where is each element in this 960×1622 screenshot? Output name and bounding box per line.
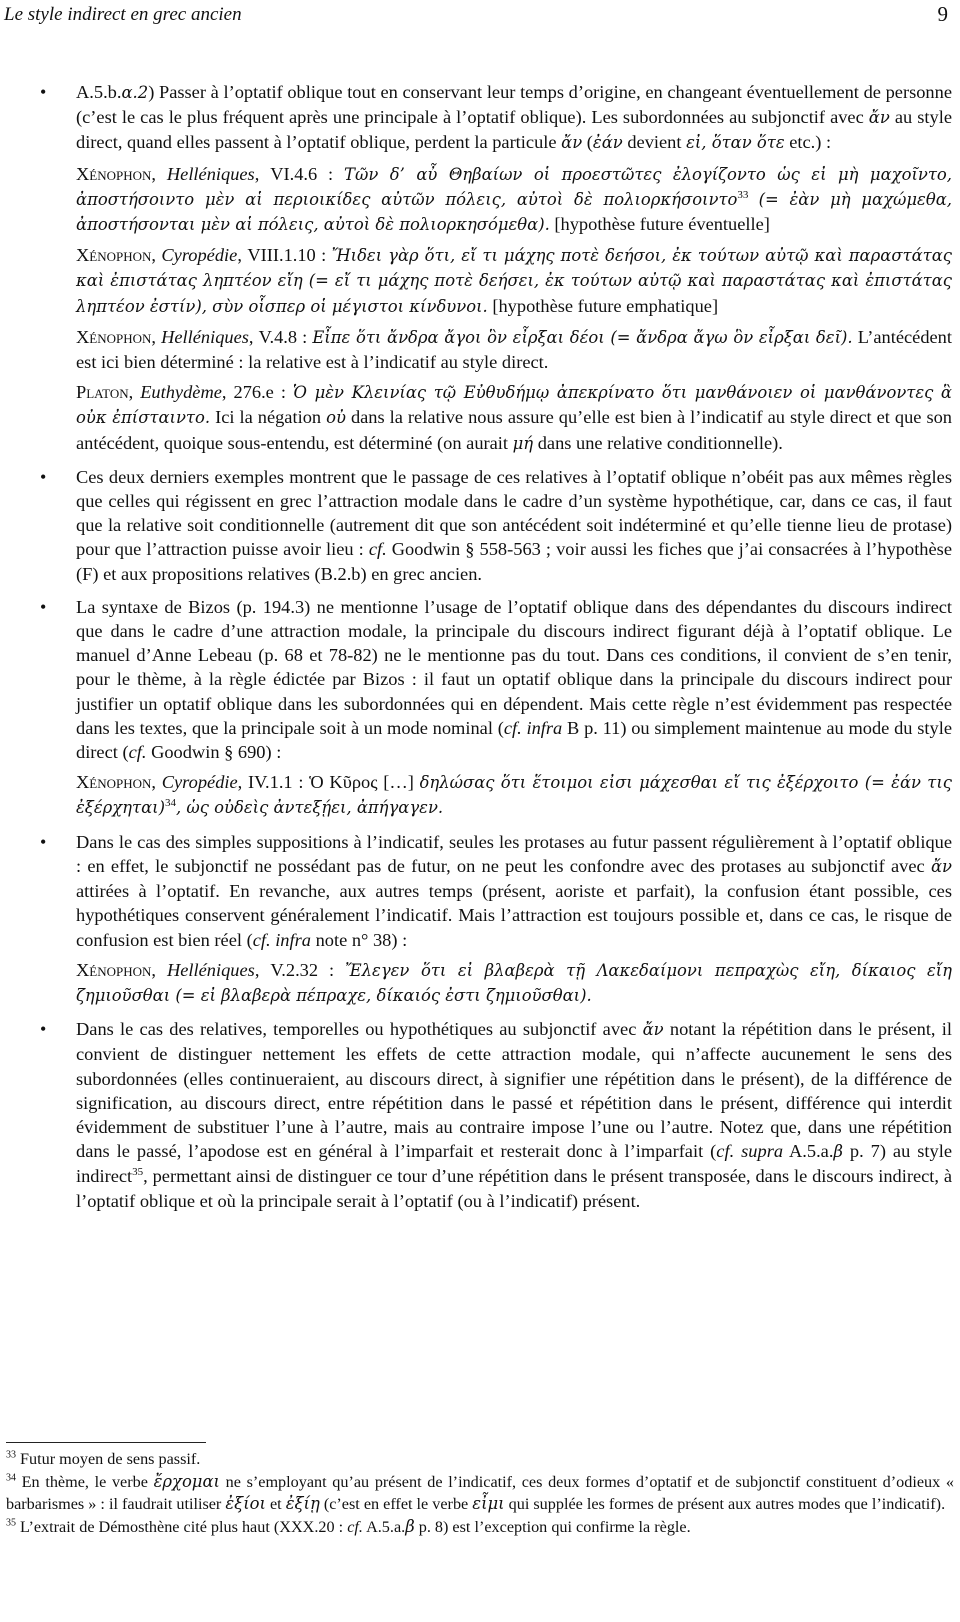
citation-author: Xénophon (76, 245, 152, 266)
greek-quote: Ἤιδει γὰρ ὅτι, εἴ τι μάχης ποτὲ δεήσοι, ἐκ τούτων αὐτῷ καὶ παραστάτας καὶ ἐπιστάτας ληπτέον εἴη (= εἴ τι μάχης ποτὲ δεήσει, ἐκ τούτων αὐτῷ καὶ παραστάτας καὶ ἐπιστάτας ληπτέον ἐστίν), σὺν οἷσπερ οἱ μέγιστοι κίνδυνοι. (76, 246, 952, 316)
text: au style direct, quand elles passent à l’optatif oblique, perdent la particule (76, 107, 952, 153)
supra-abbrev: supra (741, 1141, 784, 1162)
greek-term: β (833, 1142, 843, 1162)
greek-quote: Τῶν δ’ αὖ Θηβαίων οἱ προεστῶτες ἐλογίζοντο ὡς εἰ μὴ μαχοῖντο, ἀποστήσοιντο μὲν αἱ περιοικίδες αὐτῶν πόλεις, αὐτοὶ δὲ πολιορκήσοιντο (76, 164, 952, 209)
greek-term: ἄν (561, 133, 583, 153)
citation-ref: V.2.32 : (270, 959, 335, 980)
citation-work: Cyropédie (161, 245, 238, 266)
greek-term: εἶμι (472, 1494, 505, 1513)
cf-abbrev: cf. (347, 1517, 363, 1536)
footnote-text: ne s’employant qu’au présent de l’indicatif, ces deux formes d’optatif et de subjonctif constituent d’odieux « barbarismes » : il faudrait utiliser (6, 1472, 954, 1513)
bullet-icon: • (40, 831, 47, 852)
bullet-icon: • (40, 1019, 47, 1040)
greek-term: εἰ, ὅταν ὅτε (686, 133, 785, 153)
infra-abbrev: infra (275, 929, 311, 950)
greek-quote: (= ἐὰν μὴ μαχώμεθα, ἀποστήσονται μὲν αἱ πόλεις, αὐτοὶ δὲ πολιορκησόμεθα). (76, 189, 952, 235)
citation-author: Xénophon (76, 772, 152, 793)
greek-quote: , ὡς οὐδεὶς ἀντεξῄει, ἀπήγαγεν. (175, 798, 444, 818)
footnote-ref[interactable]: 34 (164, 797, 176, 810)
footnote-34 (6, 1471, 954, 1516)
citation-author: Xénophon (76, 326, 152, 347)
citation-6: Xénophon, Helléniques, V.2.32 : Ἔλεγεν ὅτι εἰ βλαβερὰ τῇ Λακεδαίμονι πεπραχὼς εἴη, δίκαιος εἴη ζημιοῦσθαι (= εἰ βλαβερὰ πέπραχε, δίκαιός ἐστι ζημιοῦσθαι). (76, 959, 952, 1005)
greek-term: ἐξίοι (225, 1494, 266, 1513)
greek-quote: Ὁ μὲν Κλεινίας τῷ Εὐθυδήμῳ ἀπεκρίνατο ὅτι μανθάνοιεν οἱ μανθάνοντες ἃ οὐκ ἐπίσταιντο. (76, 383, 952, 428)
citation-4: Platon, Euthydème, 276.e : Ὁ μὲν Κλεινίας τῷ Εὐθυδήμῳ ἀπεκρίνατο ὅτι μανθάνοιεν οἱ μανθάνοντες ἃ οὐκ ἐπίσταιντο. Ici la négation οὐ dans la relative nous assure qu’elle est bien à l’indicatif au style direct et que son antécédent, quoique sous-entendu, est déterminé (on aurait μή dans une relative conditionnelle). (76, 382, 952, 453)
bullet-paragraph-4 (0, 830, 960, 1008)
bullet-icon: • (40, 596, 47, 617)
text: dans une relative conditionnelle). (533, 432, 783, 453)
footnote-35 (6, 1516, 954, 1539)
bullet-paragraph-5 (0, 1017, 960, 1213)
citation-ref: VI.4.6 : (270, 163, 334, 184)
text: dans la relative nous assure qu’elle est bien à l’indicatif au style direct et que son antécédent, quoique sous-entendu, est déterminé (on aurait (76, 407, 952, 453)
text: A.5.a. (783, 1141, 834, 1162)
citation-note: L’antécédent est ici bien déterminé : la relative est à l’indicatif au style direct. (76, 326, 952, 373)
text: , permettant ainsi de distinguer ce tour d’une répétition dans le présent transposée, dans le discours indirect, à l’optatif oblique et où la principale serait à l’optatif (ou à l’indicatif) présent. (76, 1166, 952, 1211)
citation-author: Xénophon (76, 959, 152, 980)
text: Dans le cas des relatives, temporelles ou hypothétiques au subjonctif avec (76, 1019, 643, 1040)
text: La syntaxe de Bizos (p. 194.3) ne mentionne l’usage de l’optatif oblique dans des dépendantes du discours indirect que dans le cadre d’une attraction modale, la principale du discours indirect figurant déjà à l’optatif oblique. Le manuel d’Anne Lebeau (p. 68 et 78-82) ne le mentionne pas du tout. Dans ces conditions, il convient de s’en tenir, pour le thème, à la règle édictée par Bizos : il faut un optatif oblique dans la principale du discours indirect pour justifier un optatif oblique dans les subordonnées qui en dépendent. Mais cette règle n’est évidemment pas respectée dans les textes, que la principale soit à un mode nominal ( (76, 596, 952, 738)
greek-quote: Εἶπε ὅτι ἄνδρα ἄγοι ὃν εἶρξαι δέοι (= ἄνδρα ἄγω ὃν εἶρξαι δεῖ). (312, 327, 853, 347)
citation-work: Helléniques (161, 326, 249, 347)
greek-term: β (405, 1516, 415, 1536)
greek-term: ἔρχομαι (153, 1471, 220, 1491)
footnote-text: p. 8) est l’exception qui confirme la règle. (414, 1517, 691, 1536)
footnote-text: A.5.a. (362, 1517, 406, 1536)
greek-quote: Ὁ Κῦρος […] (309, 772, 414, 793)
text: Ici la négation (215, 407, 327, 428)
citation-author: Platon (76, 382, 129, 403)
text: notant la répétition dans le présent, il convient de distinguer nettement les effets de cette attraction modale, qui n’affecte aucunement le sens des subordonnées (elles continueraient, au discours direct, à signifier une répétition dans le présent), de la différence de signification, au discours direct, entre répétition dans le passé et répétition dans le présent, différence qui interdit évidemment de substituer l’une à l’autre, mais au contraire impose l’une ou l’autre. Notez que, dans une répétition dans le passé, l’apodose est en général à l’imparfait et resterait donc à l’imparfait ( (76, 1019, 952, 1162)
text: attirées à l’optatif. En revanche, aux autres temps (présent, aoriste et parfait), la confusion étant possible, ces hypothétiques conservent généralement l’indicatif. Mais l’attraction est toujours possible et, dans ce cas, le risque de confusion est bien réel ( (76, 881, 952, 950)
bullet-icon: • (40, 82, 47, 102)
citation-3: Xénophon, Helléniques, V.4.8 : Εἶπε ὅτι ἄνδρα ἄγοι ὃν εἶρξαι δέοι (= ἄνδρα ἄγω ὃν εἶρξαι δεῖ). L’antécédent est ici bien déterminé : la relative est à l’indicatif au style direct. (76, 326, 952, 373)
footnote-text: En thème, le verbe (16, 1472, 154, 1491)
citation-ref: VIII.1.10 : (247, 245, 327, 266)
footnote-ref[interactable]: 35 (132, 1166, 144, 1179)
citation-work: Helléniques (166, 163, 255, 184)
section-ref: A.5.b. (76, 82, 122, 102)
greek-term: μή (512, 433, 534, 453)
running-title: Le style indirect en grec ancien (4, 4, 242, 25)
page-number: 9 (937, 2, 948, 26)
footnote-text: : (334, 1517, 348, 1536)
greek-term: ἄν (868, 108, 890, 128)
citation-ref: 276.e : (233, 382, 286, 403)
text: devient (622, 132, 687, 153)
footnote-33 (6, 1449, 954, 1471)
text: ) Passer à l’optatif oblique tout en conservant leur temps d’origine, en changeant éventuellement de personne (c’est le cas le plus fréquent après une principale à l’optatif oblique). Les subordonnées au subjonctif avec (76, 82, 952, 128)
citation-note: [hypothèse future éventuelle] (554, 214, 770, 235)
footnote-separator (6, 1442, 206, 1443)
footnote-number: 34 (6, 1472, 16, 1484)
footnote-ref[interactable]: 33 (737, 188, 749, 201)
text: note n° 38) : (310, 929, 408, 950)
footnote-text: qui supplée les formes de présent aux autres modes que l’indicatif). (504, 1495, 946, 1513)
cf-abbrev: cf. (252, 929, 271, 950)
footnote-text: et (265, 1495, 286, 1513)
bullet-paragraph-2 (0, 465, 960, 586)
greek-quote: Ἔλεγεν ὅτι εἰ βλαβερὰ τῇ Λακεδαίμονι πεπραχὼς εἴη, δίκαιος εἴη ζημιοῦσθαι (= εἰ βλαβερὰ πέπραχε, δίκαιός ἐστι ζημιοῦσθαι). (76, 960, 952, 1005)
footnote-number: 35 (6, 1517, 16, 1529)
cf-abbrev: cf. (503, 717, 522, 738)
citation-ref: V.4.8 : (258, 326, 308, 347)
text: Dans le cas des simples suppositions à l’indicatif, seules les protases au futur passent régulièrement à l’optatif oblique : en effet, le subjonctif ne possédant pas de futur, on ne peut les confondre avec des protases au subjonctif avec (76, 831, 952, 876)
greek-term: ἄν (930, 856, 952, 876)
greek-term: ἄν (642, 1020, 664, 1040)
footnote-number: 33 (6, 1449, 16, 1461)
cf-abbrev: cf. (368, 539, 387, 560)
citation-1: Xénophon, Helléniques, VI.4.6 : Τῶν δ’ αὖ Θηβαίων οἱ προεστῶτες ἐλογίζοντο ὡς εἰ μὴ μαχοῖντο, ἀποστήσοιντο μὲν αἱ περιοικίδες αὐτῶν πόλεις, αὐτοὶ δὲ πολιορκήσοιντο$^{33}$ (= ἐὰν μὴ μαχώμεθα, ἀποστήσονται μὲν αἱ πόλεις, αὐτοὶ δὲ πολιορκησόμεθα). [hypothèse future éventuelle] (76, 163, 952, 235)
text: Goodwin § 690) : (146, 742, 282, 763)
citation-work: Helléniques (166, 959, 255, 980)
text: ( (582, 132, 593, 153)
bullet-icon: • (40, 466, 47, 487)
cf-abbrev: cf. (128, 742, 147, 763)
citation-note: [hypothèse future emphatique] (492, 295, 719, 316)
bullet-paragraph-3 (0, 595, 960, 821)
citation-5: Xénophon, Cyropédie, IV.1.1 : Ὁ Κῦρος […] δηλώσας ὅτι ἕτοιμοι εἰσι μάχεσθαι εἴ τις ἐξέρχοιτο (= ἐάν τις ἐξέρχηται)$^{34}$, ὡς οὐδεὶς ἀντεξῄει, ἀπήγαγεν. (76, 772, 952, 818)
citation-author: Xénophon (76, 163, 152, 184)
text: etc.) : (784, 132, 832, 153)
footnote-text: Futur moyen de sens passif. (16, 1450, 201, 1468)
citation-2: Xénophon, Cyropédie, VIII.1.10 : Ἤιδει γὰρ ὅτι, εἴ τι μάχης ποτὲ δεήσοι, ἐκ τούτων αὐτῷ καὶ παραστάτας καὶ ἐπιστάτας ληπτέον εἴη (= εἴ τι μάχης ποτὲ δεήσει, ἐκ τούτων αὐτῷ καὶ παραστάτας καὶ ἐπιστάτας ληπτέον ἐστίν), σὺν οἷσπερ οἱ μέγιστοι κίνδυνοι. [hypothèse future emphatique] (76, 245, 952, 316)
section-ref-greek: α.2 (121, 83, 149, 102)
citation-ref: XXX.20 (279, 1517, 335, 1536)
text: Ces deux derniers exemples montrent que le passage de ces relatives à l’optatif oblique n’obéit pas aux mêmes règles que celles qui régissent en grec l’attraction modale dans le cadre d’un système hypothétique, car, dans ce cas, il faut que la relative soit conditionnelle (autrement dit que son antécédent soit indéterminé et qu’elle tienne lieu de protase) pour que l’attraction puisse avoir lieu : (76, 466, 952, 560)
citation-work: Cyropédie (161, 772, 238, 793)
footnote-text: L’extrait de Démosthène cité plus haut ( (16, 1517, 280, 1536)
text: B p. 11) ou simplement maintenue au mode du style direct ( (76, 717, 952, 763)
page-header (0, 0, 960, 36)
greek-term: οὐ (326, 408, 346, 428)
bullet-paragraph-1 (0, 80, 960, 456)
footnote-text: (c’est en effet le verbe (319, 1495, 473, 1513)
greek-term: ἐάν (592, 133, 623, 153)
greek-term: ἐξίῃ (285, 1494, 320, 1513)
infra-abbrev: infra (526, 717, 563, 738)
greek-quote: δηλώσας ὅτι ἕτοιμοι εἰσι μάχεσθαι εἴ τις ἐξέρχοιτο (= ἐάν τις ἐξέρχηται) (76, 773, 952, 818)
citation-ref: IV.1.1 : (248, 772, 304, 793)
citation-work: Euthydème (140, 382, 222, 403)
page-body (0, 80, 960, 1222)
text: p. 7) au style indirect (76, 1141, 952, 1187)
text: Goodwin § 558-563 ; voir aussi les fiches que j’ai consacrées à l’hypothèse (F) et aux propositions relatives (B.2.b) en grec ancien. (76, 539, 952, 584)
cf-abbrev: cf. (716, 1141, 735, 1162)
footnotes (6, 1449, 954, 1538)
